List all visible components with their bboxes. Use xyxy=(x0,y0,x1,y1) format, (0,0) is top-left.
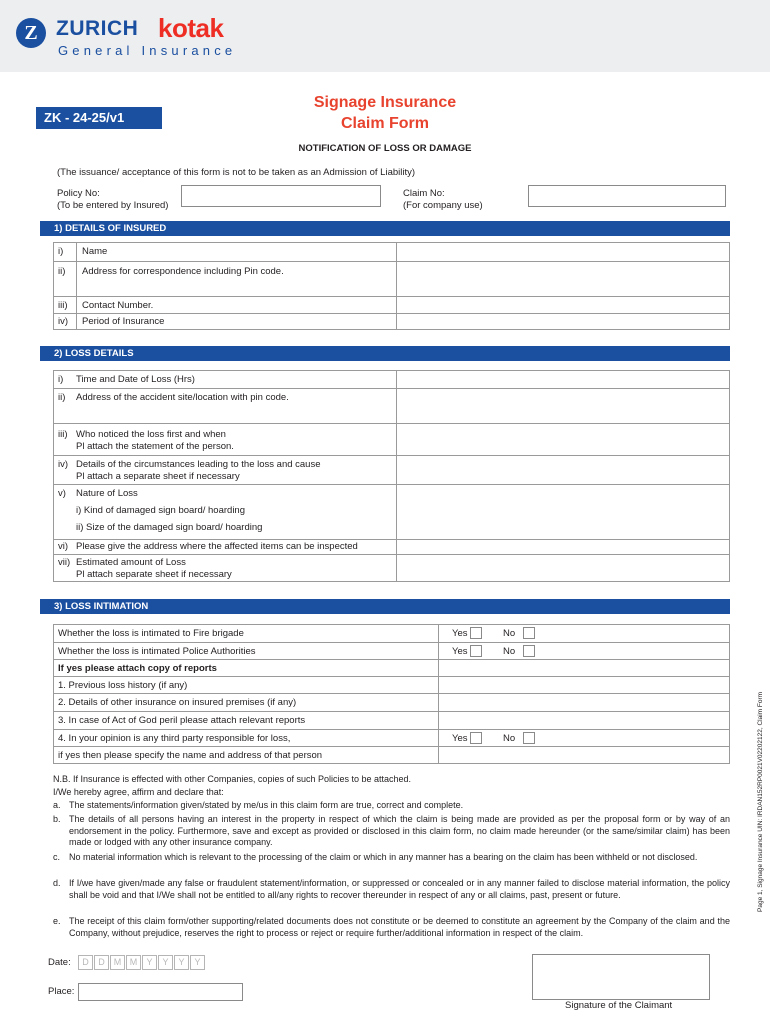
date-digit-box[interactable]: M xyxy=(126,955,141,970)
accident-address-field[interactable] xyxy=(397,389,729,423)
policy-no-note: (To be entered by Insured) xyxy=(57,200,169,211)
row-label: Please give the address where the affected items can be inspected xyxy=(76,541,358,552)
claim-no-label: Claim No: xyxy=(403,188,445,199)
police-yes-checkbox[interactable] xyxy=(470,645,482,657)
row-sublabel: i) Kind of damaged sign board/ hoarding xyxy=(76,505,246,516)
table-row xyxy=(54,539,729,554)
other-insurance-field[interactable] xyxy=(439,694,729,711)
row-label: Time and Date of Loss (Hrs) xyxy=(76,374,195,385)
row-sublabel: ii) Size of the damaged sign board/ hoarding xyxy=(76,522,263,533)
row-label: Whether the loss is intimated Police Authorities xyxy=(58,646,256,657)
logo-kotak-text: kotak xyxy=(158,13,224,43)
yes-label: Yes xyxy=(452,628,468,639)
row-label: Details of the circumstances leading to the loss and cause xyxy=(76,459,321,470)
contact-number-field[interactable] xyxy=(397,297,729,313)
date-digit-box[interactable]: Y xyxy=(174,955,189,970)
policy-no-label: Policy No: xyxy=(57,188,100,199)
loss-intimation-table xyxy=(53,624,730,764)
section-loss-details: 2) LOSS DETAILS xyxy=(40,346,730,361)
row-number: iii) xyxy=(58,429,68,440)
row-number: iii) xyxy=(58,300,68,311)
row-label: Address of the accident site/location with pin code. xyxy=(76,392,289,403)
item-marker: c. xyxy=(53,852,61,862)
yes-label: Yes xyxy=(452,646,468,657)
item-text: No material information which is relevant to the processing of the claim or which in any manner has a bearing on the claim has been withheld or not disclosed. xyxy=(69,852,698,862)
date-digit-box[interactable]: D xyxy=(94,955,109,970)
insured-address-field[interactable] xyxy=(397,262,729,296)
row-label: If yes please attach copy of reports xyxy=(58,663,217,674)
item-marker: b. xyxy=(53,814,61,824)
loss-time-date-field[interactable] xyxy=(397,371,729,388)
declaration-intro: I/We hereby agree, affirm and declare that: xyxy=(53,787,224,797)
policy-no-field[interactable] xyxy=(181,185,381,207)
loss-history-field[interactable] xyxy=(439,677,729,693)
insured-details-table xyxy=(53,242,730,330)
reports-field[interactable] xyxy=(439,660,729,676)
logo-tagline: General Insurance xyxy=(58,43,237,58)
table-row xyxy=(54,711,729,729)
item-text: The statements/information given/stated by me/us in this claim form are true, correct and complete. xyxy=(69,800,464,810)
zurich-logo-icon: Z xyxy=(16,18,46,48)
row-label: 1. Previous loss history (if any) xyxy=(58,680,188,691)
row-label: Address for correspondence including Pin code. xyxy=(82,266,284,277)
estimated-loss-field[interactable] xyxy=(397,555,729,581)
row-label: Estimated amount of Loss xyxy=(76,557,186,568)
side-page-note: Page 1, Signage Insurance UIN: IRDAN152RP0021V02202122, Claim Form xyxy=(757,691,764,912)
row-number: vii) xyxy=(58,557,71,568)
insurance-period-field[interactable] xyxy=(397,314,729,329)
table-row xyxy=(54,455,729,484)
row-label: if yes then please specify the name and address of that person xyxy=(58,750,323,761)
form-code-badge: ZK - 24-25/v1 xyxy=(36,107,162,129)
table-row xyxy=(54,296,729,313)
row-number: ii) xyxy=(58,266,66,277)
row-label: Who noticed the loss first and when xyxy=(76,429,226,440)
signature-box[interactable] xyxy=(532,954,710,1000)
signature-label: Signature of the Claimant xyxy=(565,1000,673,1011)
form-title xyxy=(285,92,485,134)
table-row xyxy=(54,729,729,746)
row-number: iv) xyxy=(58,459,69,470)
date-digit-box[interactable]: Y xyxy=(158,955,173,970)
row-label: 2. Details of other insurance on insured premises (if any) xyxy=(58,697,297,708)
item-marker: e. xyxy=(53,916,61,926)
fire-brigade-yes-checkbox[interactable] xyxy=(470,627,482,639)
no-label: No xyxy=(503,733,516,744)
row-number: i) xyxy=(58,374,64,385)
table-row xyxy=(54,625,729,642)
no-label: No xyxy=(503,646,516,657)
row-number: iv) xyxy=(58,316,69,327)
row-sublabel: Pl attach separate sheet if necessary xyxy=(76,569,232,580)
loss-details-table xyxy=(53,370,730,582)
police-no-checkbox[interactable] xyxy=(523,645,535,657)
date-digit-box[interactable]: D xyxy=(78,955,93,970)
third-party-no-checkbox[interactable] xyxy=(523,732,535,744)
third-party-yes-checkbox[interactable] xyxy=(470,732,482,744)
row-label: Whether the loss is intimated to Fire brigade xyxy=(58,628,244,639)
item-marker: d. xyxy=(53,878,61,888)
date-digit-box[interactable]: Y xyxy=(142,955,157,970)
table-row xyxy=(54,642,729,659)
row-label: Nature of Loss xyxy=(76,488,138,499)
logo-zurich-text: ZURICH xyxy=(56,17,139,40)
form-title-line2: Claim Form xyxy=(340,115,429,132)
table-row xyxy=(54,243,729,261)
row-label: Name xyxy=(82,246,108,257)
table-row xyxy=(54,371,729,388)
item-text: The details of all persons having an interest in the property in respect of which the claim is being made are provided as per the proposal form or by way of an endorsement in the policy. Furthermore, save and except as provided or disclosed in this claim form, no claim made hereunder (or the same/similar claim) has been made or lodged with any other insurance company. xyxy=(69,814,730,847)
row-number: ii) xyxy=(58,392,66,403)
table-row xyxy=(54,423,729,455)
row-number: i) xyxy=(58,246,64,257)
nature-of-loss-field[interactable] xyxy=(397,485,729,539)
form-title-line1: Signage Insurance xyxy=(313,94,457,111)
row-label: 3. In case of Act of God peril please attach relevant reports xyxy=(58,715,306,726)
row-number: v) xyxy=(58,488,66,499)
date-digit-box[interactable]: M xyxy=(110,955,125,970)
section-details-of-insured: 1) DETAILS OF INSURED xyxy=(40,221,730,236)
table-row xyxy=(54,261,729,296)
item-text: The receipt of this claim form/other supporting/related documents does not constitute or be deemed to constitute an agreement by the Company of the claim and the Company, without prejudice, reserves the right to process or reject or require further/additional information in respect of the claim. xyxy=(69,916,730,938)
table-row xyxy=(54,676,729,693)
yes-label: Yes xyxy=(452,733,468,744)
no-label: No xyxy=(503,628,516,639)
nb-note: N.B. If Insurance is effected with other Companies, copies of such Policies to be attached. xyxy=(53,774,412,784)
inspection-address-field[interactable] xyxy=(397,540,729,554)
loss-noticed-field[interactable] xyxy=(397,424,729,455)
place-field[interactable] xyxy=(78,983,243,1001)
insured-name-field[interactable] xyxy=(397,243,729,261)
row-sublabel: Pl attach a separate sheet if necessary xyxy=(76,471,240,482)
table-row xyxy=(54,659,729,676)
table-row xyxy=(54,693,729,711)
section-loss-intimation: 3) LOSS INTIMATION xyxy=(40,599,730,614)
row-number: vi) xyxy=(58,541,69,552)
item-text: If I/we have given/made any false or fraudulent statement/information, or suppressed or concealed or in any manner failed to disclose material information, the policy shall be void and that I/We shall not be entitled to all/any rights to recover thereunder in respect of any or all claims, past, present or future. xyxy=(69,878,730,900)
row-label: Period of Insurance xyxy=(82,316,165,327)
row-sublabel: Pl attach the statement of the person. xyxy=(76,441,234,452)
table-row xyxy=(54,554,729,581)
row-label: Contact Number. xyxy=(82,300,154,311)
loss-circumstances-field[interactable] xyxy=(397,456,729,484)
table-row xyxy=(54,313,729,329)
claim-no-note: (For company use) xyxy=(403,200,483,211)
table-row xyxy=(54,388,729,423)
claim-no-field[interactable] xyxy=(528,185,726,207)
form-subtitle: NOTIFICATION OF LOSS OR DAMAGE xyxy=(298,143,472,154)
liability-disclaimer: (The issuance/ acceptance of this form is not to be taken as an Admission of Liability) xyxy=(57,167,416,178)
fire-brigade-no-checkbox[interactable] xyxy=(523,627,535,639)
act-of-god-field[interactable] xyxy=(439,712,729,729)
row-label: 4. In your opinion is any third party responsible for loss, xyxy=(58,733,291,744)
place-label: Place: xyxy=(48,986,75,997)
header-band xyxy=(0,0,770,72)
date-digit-box[interactable]: Y xyxy=(190,955,205,970)
date-label: Date: xyxy=(48,957,71,968)
item-marker: a. xyxy=(53,800,61,810)
table-row xyxy=(54,746,729,763)
third-party-details-field[interactable] xyxy=(439,747,729,763)
table-row xyxy=(54,484,729,539)
